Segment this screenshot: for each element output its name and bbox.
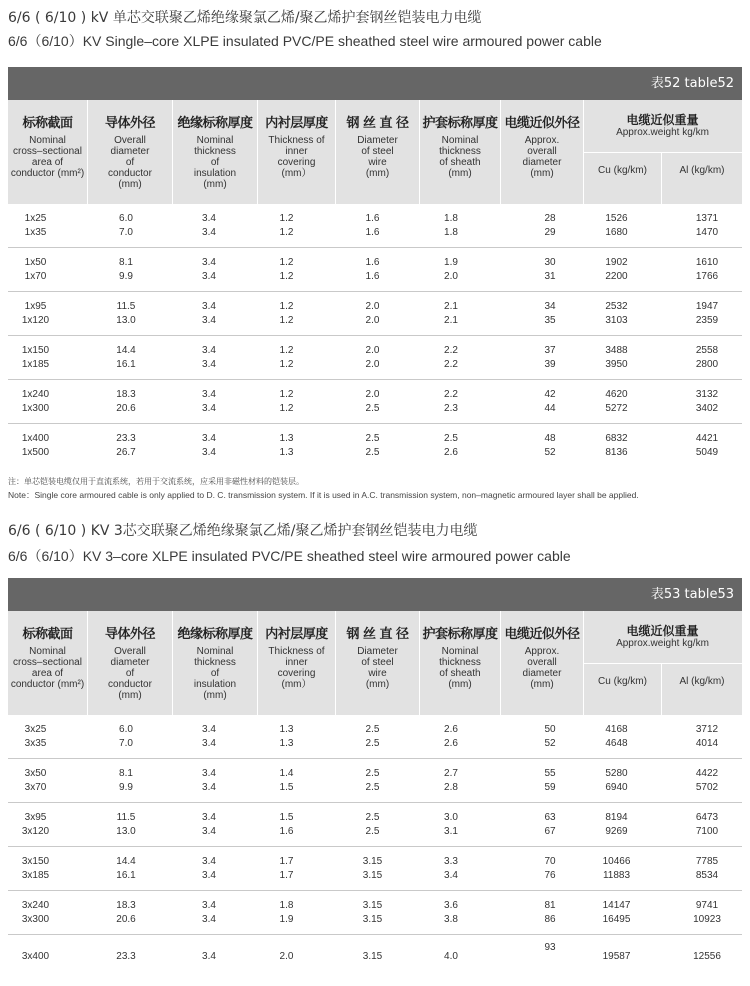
cell-sheath: 2.1 bbox=[444, 301, 458, 312]
cell-overall-diameter: 29 bbox=[544, 227, 556, 238]
cell-sheath: 2.6 bbox=[444, 724, 458, 735]
row-group bbox=[8, 424, 742, 468]
cell-weight-cu: 3103 bbox=[605, 315, 628, 326]
cell-sheath: 2.6 bbox=[444, 738, 458, 749]
cell-overall-diameter: 76 bbox=[544, 870, 556, 881]
cell-overall-diameter: 39 bbox=[544, 359, 556, 370]
table53-header bbox=[8, 611, 742, 715]
row-group bbox=[8, 292, 742, 336]
cell-inner-covering: 1.2 bbox=[279, 257, 294, 268]
table-row bbox=[8, 314, 742, 328]
cell-weight-al: 2800 bbox=[695, 359, 719, 370]
cell-conductor-od: 14.4 bbox=[116, 856, 136, 867]
cell-weight-cu: 10466 bbox=[602, 856, 631, 867]
col-cu-header: Cu (kg/km) bbox=[598, 165, 647, 176]
cell-overall-diameter: 86 bbox=[544, 914, 556, 925]
cell-steel-wire: 3.15 bbox=[362, 951, 383, 962]
cell-inner-covering: 1.7 bbox=[279, 856, 294, 867]
cell-insulation: 3.4 bbox=[202, 301, 216, 312]
cell-insulation: 3.4 bbox=[202, 433, 216, 444]
cell-weight-cu: 19587 bbox=[602, 951, 631, 962]
table-row bbox=[8, 899, 742, 913]
cell-weight-cu: 4648 bbox=[605, 738, 628, 749]
table-row bbox=[8, 781, 742, 795]
cell-size: 3x50 bbox=[24, 768, 47, 779]
cell-sheath: 2.3 bbox=[444, 403, 458, 414]
row-group bbox=[8, 380, 742, 424]
cell-steel-wire: 2.0 bbox=[365, 359, 380, 370]
cell-conductor-od: 18.3 bbox=[116, 900, 136, 911]
cell-inner-covering: 2.0 bbox=[279, 951, 294, 962]
col-conductor-od-header: 导体外径 Overall diameter of conductor (mm) bbox=[104, 116, 155, 190]
cell-steel-wire: 2.5 bbox=[365, 782, 380, 793]
col-weight-header: 电缆近似重量 Approx.weight kg/km bbox=[616, 113, 709, 138]
table-row bbox=[8, 869, 742, 883]
cell-conductor-od: 20.6 bbox=[116, 403, 136, 414]
cell-weight-cu: 5272 bbox=[605, 403, 628, 414]
cell-conductor-od: 7.0 bbox=[119, 738, 133, 749]
cell-overall-diameter: 31 bbox=[544, 271, 556, 282]
table-row bbox=[8, 388, 742, 402]
cell-weight-cu: 16495 bbox=[602, 914, 631, 925]
cell-insulation: 3.4 bbox=[202, 826, 216, 837]
cell-insulation: 3.4 bbox=[202, 951, 216, 962]
cell-insulation: 3.4 bbox=[202, 359, 216, 370]
cell-size: 1x185 bbox=[21, 359, 50, 370]
cell-conductor-od: 23.3 bbox=[116, 951, 136, 962]
cell-steel-wire: 3.15 bbox=[362, 900, 383, 911]
cell-inner-covering: 1.6 bbox=[279, 826, 294, 837]
table-row bbox=[8, 270, 742, 284]
cell-steel-wire: 3.15 bbox=[362, 856, 383, 867]
cell-size: 1x240 bbox=[21, 389, 50, 400]
cell-overall-diameter: 30 bbox=[544, 257, 556, 268]
cell-inner-covering: 1.4 bbox=[279, 768, 294, 779]
col-overall-diameter-header: 电缆近似外径 Approx. overall diameter (mm) bbox=[504, 627, 580, 690]
cell-conductor-od: 18.3 bbox=[116, 389, 136, 400]
cell-insulation: 3.4 bbox=[202, 768, 216, 779]
table-row bbox=[8, 402, 742, 416]
cell-conductor-od: 9.9 bbox=[119, 271, 133, 282]
cell-inner-covering: 1.3 bbox=[279, 433, 294, 444]
cell-steel-wire: 2.5 bbox=[365, 433, 380, 444]
table52-header bbox=[8, 100, 742, 204]
cell-size: 1x120 bbox=[21, 315, 50, 326]
cell-overall-diameter: 93 bbox=[544, 942, 556, 953]
cell-steel-wire: 2.5 bbox=[365, 826, 380, 837]
cell-weight-al: 2359 bbox=[695, 315, 719, 326]
cell-size: 3x150 bbox=[21, 856, 50, 867]
table52-label: 表52 table52 bbox=[8, 67, 742, 100]
cell-insulation: 3.4 bbox=[202, 271, 216, 282]
table-row bbox=[8, 825, 742, 839]
col-size-header: 标称截面 Nominal cross–sectional area of conductor (mm²) bbox=[10, 116, 85, 179]
cell-overall-diameter: 50 bbox=[544, 724, 556, 735]
cell-conductor-od: 7.0 bbox=[119, 227, 133, 238]
cell-overall-diameter: 52 bbox=[544, 447, 556, 458]
cell-weight-cu: 1902 bbox=[605, 257, 628, 268]
cell-inner-covering: 1.2 bbox=[279, 315, 294, 326]
cell-steel-wire: 2.0 bbox=[365, 315, 380, 326]
cell-weight-al: 7100 bbox=[695, 826, 719, 837]
cell-insulation: 3.4 bbox=[202, 447, 216, 458]
cell-weight-al: 1947 bbox=[695, 301, 719, 312]
cell-inner-covering: 1.7 bbox=[279, 870, 294, 881]
cell-steel-wire: 2.5 bbox=[365, 812, 380, 823]
table-row bbox=[8, 432, 742, 446]
cell-conductor-od: 13.0 bbox=[116, 826, 136, 837]
cell-weight-al: 1470 bbox=[695, 227, 719, 238]
col-cu-header: Cu (kg/km) bbox=[598, 676, 647, 687]
table52-note-en: Note：Single core armoured cable is only applied to D. C. transmission system. If it is used in A.C. transmission system, non–magnetic armoured layer shall be applied. bbox=[8, 490, 639, 500]
cell-sheath: 3.4 bbox=[444, 870, 458, 881]
cell-overall-diameter: 37 bbox=[544, 345, 556, 356]
table52-note-cn: 注：单芯铠装电缆仅用于直流系统，若用于交流系统，应采用非磁性材料的铠装层。 bbox=[8, 477, 304, 486]
cell-weight-al: 2558 bbox=[695, 345, 719, 356]
cell-weight-cu: 1680 bbox=[605, 227, 628, 238]
cell-sheath: 3.8 bbox=[444, 914, 458, 925]
cell-overall-diameter: 59 bbox=[544, 782, 556, 793]
cell-sheath: 1.8 bbox=[444, 213, 458, 224]
table-row bbox=[8, 913, 742, 927]
cell-steel-wire: 2.5 bbox=[365, 447, 380, 458]
cell-insulation: 3.4 bbox=[202, 345, 216, 356]
cell-insulation: 3.4 bbox=[202, 856, 216, 867]
cell-size: 3x185 bbox=[21, 870, 50, 881]
table-row bbox=[8, 811, 742, 825]
cell-sheath: 1.8 bbox=[444, 227, 458, 238]
cell-weight-cu: 3950 bbox=[605, 359, 628, 370]
col-steel-wire-header: 钢 丝 直 径 Diameter of steel wire (mm) bbox=[346, 116, 409, 179]
cell-conductor-od: 6.0 bbox=[119, 724, 133, 735]
col-al-header: Al (kg/km) bbox=[679, 676, 725, 687]
cell-conductor-od: 8.1 bbox=[119, 257, 133, 268]
cell-overall-diameter: 35 bbox=[544, 315, 556, 326]
cell-sheath: 2.2 bbox=[444, 345, 458, 356]
cell-size: 1x25 bbox=[24, 213, 47, 224]
cell-sheath: 2.7 bbox=[444, 768, 458, 779]
col-insulation-header: 绝缘标称厚度 Nominal thickness of insulation (mm) bbox=[177, 116, 253, 190]
cell-size: 3x95 bbox=[24, 812, 47, 823]
cell-weight-al: 4421 bbox=[695, 433, 719, 444]
cell-insulation: 3.4 bbox=[202, 914, 216, 925]
table53-title-en: 6/6（6/10）KV 3–core XLPE insulated PVC/PE sheathed steel wire armoured power cable bbox=[8, 548, 571, 564]
cell-sheath: 2.6 bbox=[444, 447, 458, 458]
cell-sheath: 2.2 bbox=[444, 389, 458, 400]
table-row bbox=[8, 344, 742, 358]
cell-insulation: 3.4 bbox=[202, 870, 216, 881]
cell-insulation: 3.4 bbox=[202, 315, 216, 326]
cell-weight-cu: 4168 bbox=[605, 724, 628, 735]
cell-sheath: 3.3 bbox=[444, 856, 458, 867]
cell-steel-wire: 1.6 bbox=[365, 227, 380, 238]
cell-steel-wire: 2.5 bbox=[365, 768, 380, 779]
cell-overall-diameter: 70 bbox=[544, 856, 556, 867]
col-weight-header: 电缆近似重量 Approx.weight kg/km bbox=[616, 624, 709, 649]
cell-sheath: 2.2 bbox=[444, 359, 458, 370]
cell-steel-wire: 2.0 bbox=[365, 345, 380, 356]
cell-inner-covering: 1.3 bbox=[279, 724, 294, 735]
cell-weight-al: 5049 bbox=[695, 447, 719, 458]
cell-insulation: 3.4 bbox=[202, 738, 216, 749]
table-row bbox=[8, 723, 742, 737]
cell-weight-cu: 11883 bbox=[602, 870, 631, 881]
cell-steel-wire: 3.15 bbox=[362, 870, 383, 881]
cell-weight-cu: 2200 bbox=[605, 271, 628, 282]
cell-size: 3x300 bbox=[21, 914, 50, 925]
table-row bbox=[8, 256, 742, 270]
cell-inner-covering: 1.5 bbox=[279, 812, 294, 823]
table52-title-cn: 6/6 ( 6/10 ) kV 单芯交联聚乙烯绝缘聚氯乙烯/聚乙烯护套钢丝铠装电力电缆 bbox=[8, 10, 482, 26]
cell-weight-al: 1766 bbox=[695, 271, 719, 282]
table-row bbox=[8, 855, 742, 869]
table53-label: 表53 table53 bbox=[8, 578, 742, 611]
cell-weight-al: 10923 bbox=[693, 914, 721, 925]
cell-weight-al: 3712 bbox=[695, 724, 719, 735]
cell-steel-wire: 1.6 bbox=[365, 257, 380, 268]
cell-conductor-od: 20.6 bbox=[116, 914, 136, 925]
cell-overall-diameter: 63 bbox=[544, 812, 556, 823]
cell-weight-cu: 8136 bbox=[605, 447, 628, 458]
col-size-header: 标称截面 Nominal cross–sectional area of conductor (mm²) bbox=[10, 627, 85, 690]
cell-weight-al: 6473 bbox=[695, 812, 719, 823]
cell-size: 1x300 bbox=[21, 403, 50, 414]
cell-size: 1x70 bbox=[24, 271, 47, 282]
col-overall-diameter-header: 电缆近似外径 Approx. overall diameter (mm) bbox=[504, 116, 580, 179]
cell-weight-al: 3402 bbox=[695, 403, 719, 414]
cell-weight-al: 1371 bbox=[695, 213, 719, 224]
cell-size: 3x35 bbox=[24, 738, 47, 749]
cell-overall-diameter: 52 bbox=[544, 738, 556, 749]
cell-conductor-od: 16.1 bbox=[116, 870, 136, 881]
table53-body bbox=[8, 715, 742, 979]
cell-inner-covering: 1.2 bbox=[279, 345, 294, 356]
table-row bbox=[8, 226, 742, 240]
cell-weight-cu: 14147 bbox=[602, 900, 631, 911]
cell-steel-wire: 2.0 bbox=[365, 389, 380, 400]
cell-weight-cu: 1526 bbox=[605, 213, 628, 224]
cell-inner-covering: 1.2 bbox=[279, 227, 294, 238]
col-steel-wire-header: 钢 丝 直 径 Diameter of steel wire (mm) bbox=[346, 627, 409, 690]
cell-weight-cu: 6832 bbox=[605, 433, 628, 444]
cell-inner-covering: 1.2 bbox=[279, 403, 294, 414]
row-group bbox=[8, 803, 742, 847]
table52-body bbox=[8, 204, 742, 468]
cell-weight-cu: 8194 bbox=[605, 812, 628, 823]
cell-steel-wire: 2.5 bbox=[365, 738, 380, 749]
cell-inner-covering: 1.9 bbox=[279, 914, 294, 925]
row-group bbox=[8, 248, 742, 292]
cell-conductor-od: 26.7 bbox=[116, 447, 136, 458]
table52 bbox=[8, 67, 742, 468]
cell-overall-diameter: 28 bbox=[544, 213, 556, 224]
cell-overall-diameter: 34 bbox=[544, 301, 556, 312]
cell-size: 1x50 bbox=[24, 257, 47, 268]
row-group bbox=[8, 715, 742, 759]
cell-steel-wire: 1.6 bbox=[365, 271, 380, 282]
cell-weight-cu: 2532 bbox=[605, 301, 628, 312]
cell-inner-covering: 1.2 bbox=[279, 301, 294, 312]
cell-insulation: 3.4 bbox=[202, 403, 216, 414]
cell-weight-cu: 3488 bbox=[605, 345, 628, 356]
cell-conductor-od: 11.5 bbox=[116, 812, 136, 823]
cell-conductor-od: 6.0 bbox=[119, 213, 133, 224]
col-conductor-od-header: 导体外径 Overall diameter of conductor (mm) bbox=[104, 627, 155, 701]
row-group bbox=[8, 336, 742, 380]
cell-insulation: 3.4 bbox=[202, 227, 216, 238]
cell-conductor-od: 9.9 bbox=[119, 782, 133, 793]
table-row bbox=[8, 358, 742, 372]
cell-weight-cu: 9269 bbox=[605, 826, 628, 837]
row-group bbox=[8, 759, 742, 803]
cell-size: 1x35 bbox=[24, 227, 47, 238]
cell-overall-diameter: 55 bbox=[544, 768, 556, 779]
cell-insulation: 3.4 bbox=[202, 782, 216, 793]
cell-inner-covering: 1.2 bbox=[279, 271, 294, 282]
cell-overall-diameter: 44 bbox=[544, 403, 556, 414]
cell-sheath: 2.0 bbox=[444, 271, 458, 282]
cell-weight-al: 3132 bbox=[695, 389, 719, 400]
cell-steel-wire: 2.5 bbox=[365, 724, 380, 735]
cell-insulation: 3.4 bbox=[202, 812, 216, 823]
cell-overall-diameter: 81 bbox=[544, 900, 556, 911]
cell-size: 1x150 bbox=[21, 345, 50, 356]
cell-weight-al: 4422 bbox=[695, 768, 719, 779]
cell-weight-al: 1610 bbox=[695, 257, 719, 268]
cell-inner-covering: 1.5 bbox=[279, 782, 294, 793]
cell-inner-covering: 1.3 bbox=[279, 738, 294, 749]
cell-overall-diameter: 42 bbox=[544, 389, 556, 400]
cell-steel-wire: 1.6 bbox=[365, 213, 380, 224]
cell-steel-wire: 2.5 bbox=[365, 403, 380, 414]
cell-insulation: 3.4 bbox=[202, 389, 216, 400]
cell-conductor-od: 16.1 bbox=[116, 359, 136, 370]
cell-weight-cu: 4620 bbox=[605, 389, 628, 400]
table53 bbox=[8, 578, 742, 979]
table-row bbox=[8, 300, 742, 314]
col-al-header: Al (kg/km) bbox=[679, 165, 725, 176]
cell-insulation: 3.4 bbox=[202, 900, 216, 911]
row-group bbox=[8, 935, 742, 979]
cell-conductor-od: 11.5 bbox=[116, 301, 136, 312]
table52-title-en: 6/6（6/10）KV Single–core XLPE insulated PVC/PE sheathed steel wire armoured power cable bbox=[8, 33, 602, 49]
cell-sheath: 3.6 bbox=[444, 900, 458, 911]
table-row bbox=[8, 942, 742, 964]
cell-sheath: 2.8 bbox=[444, 782, 458, 793]
cell-weight-al: 8534 bbox=[695, 870, 719, 881]
table-row bbox=[8, 767, 742, 781]
cell-insulation: 3.4 bbox=[202, 257, 216, 268]
cell-sheath: 1.9 bbox=[444, 257, 458, 268]
cell-steel-wire: 2.0 bbox=[365, 301, 380, 312]
cell-weight-al: 9741 bbox=[695, 900, 719, 911]
col-insulation-header: 绝缘标称厚度 Nominal thickness of insulation (mm) bbox=[177, 627, 253, 701]
cell-conductor-od: 13.0 bbox=[116, 315, 136, 326]
cell-inner-covering: 1.2 bbox=[279, 213, 294, 224]
cell-sheath: 2.5 bbox=[444, 433, 458, 444]
col-sheath-header: 护套标称厚度 Nominal thickness of sheath (mm) bbox=[422, 116, 498, 179]
cell-size: 3x25 bbox=[24, 724, 47, 735]
cell-size: 1x95 bbox=[24, 301, 47, 312]
cell-size: 3x240 bbox=[21, 900, 50, 911]
row-group bbox=[8, 891, 742, 935]
cell-overall-diameter: 67 bbox=[544, 826, 556, 837]
cell-size: 3x70 bbox=[24, 782, 47, 793]
cell-steel-wire: 3.15 bbox=[362, 914, 383, 925]
cell-sheath: 2.1 bbox=[444, 315, 458, 326]
cell-size: 3x400 bbox=[21, 951, 50, 962]
cell-overall-diameter: 48 bbox=[544, 433, 556, 444]
table53-title-cn: 6/6 ( 6/10 ) KV 3芯交联聚乙烯绝缘聚氯乙烯/聚乙烯护套钢丝铠装电力电缆 bbox=[8, 523, 478, 539]
cell-inner-covering: 1.3 bbox=[279, 447, 294, 458]
cell-weight-al: 4014 bbox=[695, 738, 719, 749]
cell-inner-covering: 1.2 bbox=[279, 389, 294, 400]
cell-weight-cu: 5280 bbox=[605, 768, 628, 779]
col-sheath-header: 护套标称厚度 Nominal thickness of sheath (mm) bbox=[422, 627, 498, 690]
col-inner-covering-header: 内衬层厚度 Thickness of inner covering (mm） bbox=[265, 116, 328, 179]
cell-weight-cu: 6940 bbox=[605, 782, 628, 793]
cell-sheath: 4.0 bbox=[444, 951, 458, 962]
cell-sheath: 3.0 bbox=[444, 812, 458, 823]
cell-conductor-od: 8.1 bbox=[119, 768, 133, 779]
col-inner-covering-header: 内衬层厚度 Thickness of inner covering (mm） bbox=[265, 627, 328, 690]
cell-size: 3x120 bbox=[21, 826, 50, 837]
cell-size: 1x400 bbox=[21, 433, 50, 444]
cell-weight-al: 5702 bbox=[695, 782, 719, 793]
cell-weight-al: 7785 bbox=[695, 856, 719, 867]
cell-size: 1x500 bbox=[21, 447, 50, 458]
table-row bbox=[8, 212, 742, 226]
table-row bbox=[8, 737, 742, 751]
row-group bbox=[8, 847, 742, 891]
cell-insulation: 3.4 bbox=[202, 724, 216, 735]
cell-inner-covering: 1.2 bbox=[279, 359, 294, 370]
table-row bbox=[8, 446, 742, 460]
row-group bbox=[8, 204, 742, 248]
cell-weight-al: 12556 bbox=[693, 951, 721, 962]
cell-insulation: 3.4 bbox=[202, 213, 216, 224]
cell-inner-covering: 1.8 bbox=[279, 900, 294, 911]
cell-conductor-od: 23.3 bbox=[116, 433, 136, 444]
cell-conductor-od: 14.4 bbox=[116, 345, 136, 356]
cell-sheath: 3.1 bbox=[444, 826, 458, 837]
